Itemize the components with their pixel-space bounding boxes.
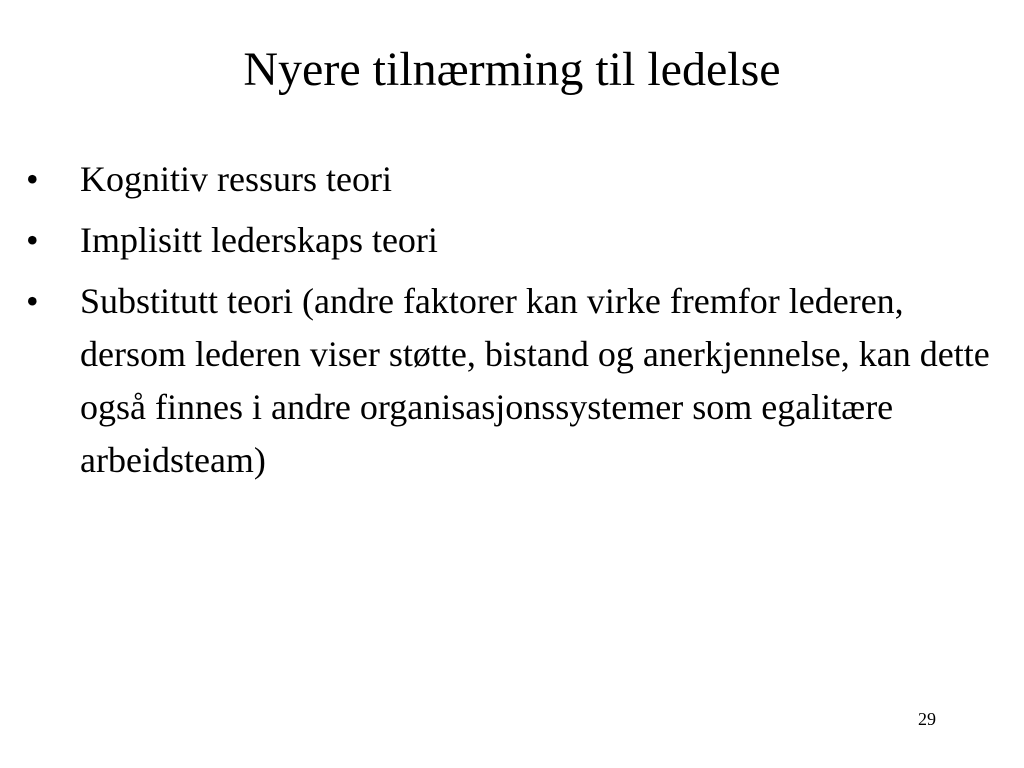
bullet-text: Implisitt lederskaps teori	[80, 220, 438, 260]
bullet-list	[26, 153, 1016, 495]
bullet-text: Kognitiv ressurs teori	[80, 159, 392, 199]
bullet-item	[26, 275, 1016, 487]
bullet-item	[26, 153, 1016, 206]
page-number: 29	[918, 709, 936, 729]
bullet-marker: •	[26, 281, 39, 321]
bullet-text: Substitutt teori (andre faktorer kan virke fremfor lederen, dersom lederen viser støtte, bistand og anerkjennelse, kan dette også finnes i andre organisasjonssystemer som egalitære arbeidsteam)	[80, 281, 990, 480]
bullet-marker: •	[26, 159, 39, 199]
bullet-item	[26, 214, 1016, 267]
slide-title: Nyere tilnærming til ledelse	[243, 43, 781, 96]
bullet-marker: •	[26, 220, 39, 260]
